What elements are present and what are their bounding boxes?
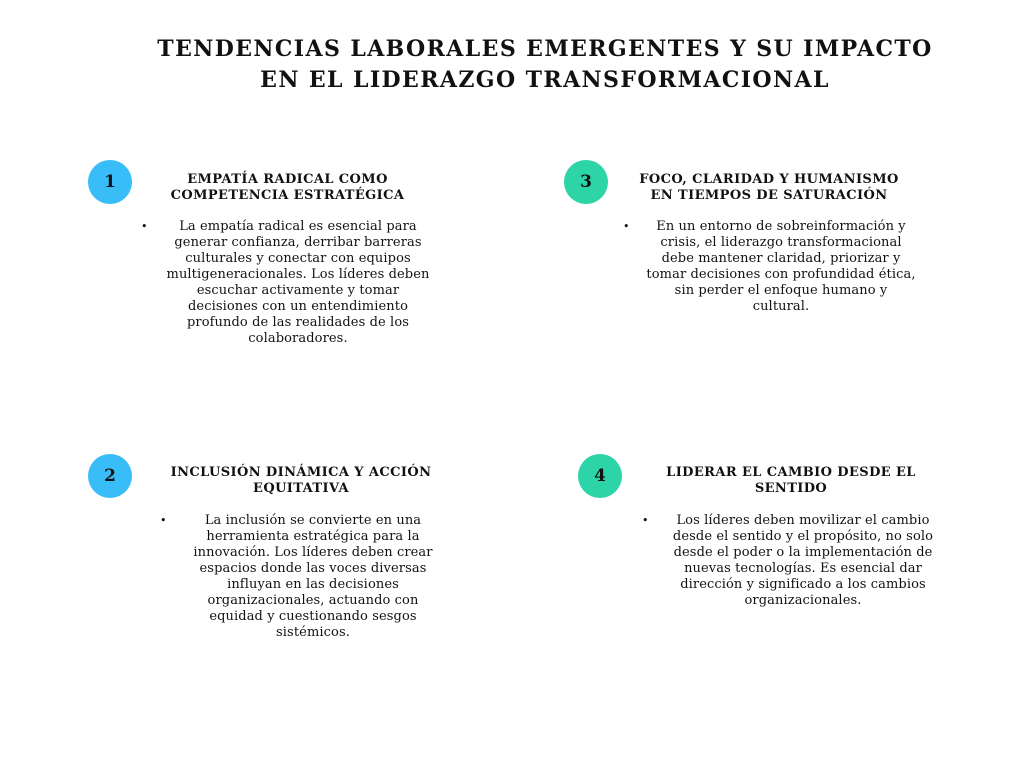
section-body-list-4 (642, 513, 942, 609)
number-badge-2 (88, 454, 132, 498)
section-heading-4: LIDERAR EL CAMBIO DESDE EL SENTIDO (666, 465, 916, 496)
bullet-icon: • (160, 514, 167, 527)
section-body-list-3 (623, 219, 917, 315)
number-badge-label: 3 (580, 172, 592, 192)
bullet-icon: • (623, 220, 630, 233)
section-body-paragraph: La empatía radical es esencial para generar confianza, derribar barreras culturales y conectar con equipos multigeneracionales. Los líderes deben escuchar activamente y tomar decisiones con un entendimiento profundo de las realidades de los colaboradores. (166, 219, 430, 346)
section-body-text-3 (623, 219, 917, 315)
section-body-list-2 (160, 513, 444, 641)
section-heading-3: FOCO, CLARIDAD Y HUMANISMO EN TIEMPOS DE SATURACIÓN (639, 172, 899, 203)
bullet-icon: • (642, 514, 649, 527)
section-body-paragraph: En un entorno de sobreinformación y crisis, el liderazgo transformacional debe mantener claridad, priorizar y tomar decisiones con profundidad ética, sin perder el enfoque humano y cultural. (646, 219, 916, 314)
section-heading-1: EMPATÍA RADICAL COMO COMPETENCIA ESTRATÉGICA (170, 172, 405, 203)
number-badge-3 (564, 160, 608, 204)
section-body-text-4 (642, 513, 942, 609)
number-badge-1 (88, 160, 132, 204)
section-body-text-1 (141, 219, 433, 347)
bullet-icon: • (141, 220, 148, 233)
section-body-list-1 (141, 219, 433, 347)
number-badge-label: 1 (104, 172, 116, 192)
number-badge-label: 2 (104, 466, 116, 486)
number-badge-label: 4 (594, 466, 606, 486)
number-badge-4 (578, 454, 622, 498)
section-body-paragraph: Los líderes deben movilizar el cambio desde el sentido y el propósito, no solo desde el poder o la implementación de nuevas tecnologías. Es esencial dar dirección y significado a los cambios organizacionales. (672, 513, 934, 608)
section-body-text-2 (160, 513, 444, 641)
section-body-paragraph: La inclusión se convierte en una herramienta estratégica para la innovación. Los líderes deben crear espacios donde las voces diversas influyan en las decisiones organizacionales, actuando con equidad y cuestionando sesgos sistémicos. (193, 513, 433, 640)
page-title: TENDENCIAS LABORALES EMERGENTES Y SU IMPACTO EN EL LIDERAZGO TRANSFORMACIONAL (157, 36, 933, 93)
section-heading-2: INCLUSIÓN DINÁMICA Y ACCIÓN EQUITATIVA (170, 465, 432, 496)
